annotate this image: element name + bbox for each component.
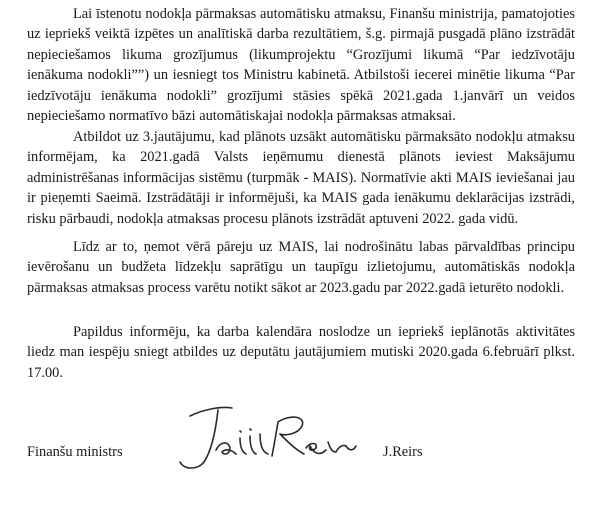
paragraph-3: Līdz ar to, ņemot vērā pāreju uz MAIS, lai nodrošinātu labas pārvaldības principu ievērošanu un budžeta līdzekļu saprātīgu un taupīgu izlietojumu, automātiskās nodokļa pārmaksas atmaksas process varētu notikt sākot ar 2023.gadu par 2022.gadā ieturēto nodokli.: [27, 239, 575, 296]
handwritten-signature-icon: [150, 398, 360, 478]
paragraph-2: Atbildot uz 3.jautājumu, kad plānots uzsākt automātisku pārmaksāto nodokļu atmaksu informējam, ka 2021.gadā Valsts ieņēmumu dienestā plānots ieviest Maksājumu administrēšanas informācijas sistēmu (turpmāk - MAIS). Normatīvie akti MAIS ieviešanai jau ir pieņemti Saeimā. Izstrādātāji ir informējuši, ka MAIS gada ienākumu deklarācijas izstrādi, risku pārbaudi, nodokļa atmaksas procesu plānots izstrādāt aptuveni 2022. gada vidū.: [27, 129, 575, 227]
signatory-name: J.Reirs: [383, 444, 423, 460]
signatory-title: Finanšu ministrs: [27, 444, 123, 460]
paragraph-4: Papildus informēju, ka darba kalendāra noslodze un iepriekš ieplānotās aktivitātes liedz man iespēju sniegt atbildes uz deputātu jautājumiem mutiski 2020.gada 6.februārī plkst. 17.00.: [27, 324, 575, 381]
paragraph-1: Lai īstenotu nodokļa pārmaksas automātisku atmaksu, Finanšu ministrija, pamatojoties uz iepriekš veiktā izpētes un analītiskā darba rezultātiem, š.g. pirmajā pusgadā plāno izstrādāt nepieciešamos likuma grozījumus (likumprojektu “Grozījumi likumā “Par iedzīvotāju ienākuma nodokli””) un iesniegt tos Ministru kabinetā. Atbilstoši iecerei minētie likuma “Par iedzīvotāju ienākuma nodokli” grozījumi stāsies spēkā 2021.gada 1.janvārī un veidos nepieciešamo normatīvo bāzi automātiskajai nodokļa pārmaksas atmaksai.: [27, 6, 575, 125]
